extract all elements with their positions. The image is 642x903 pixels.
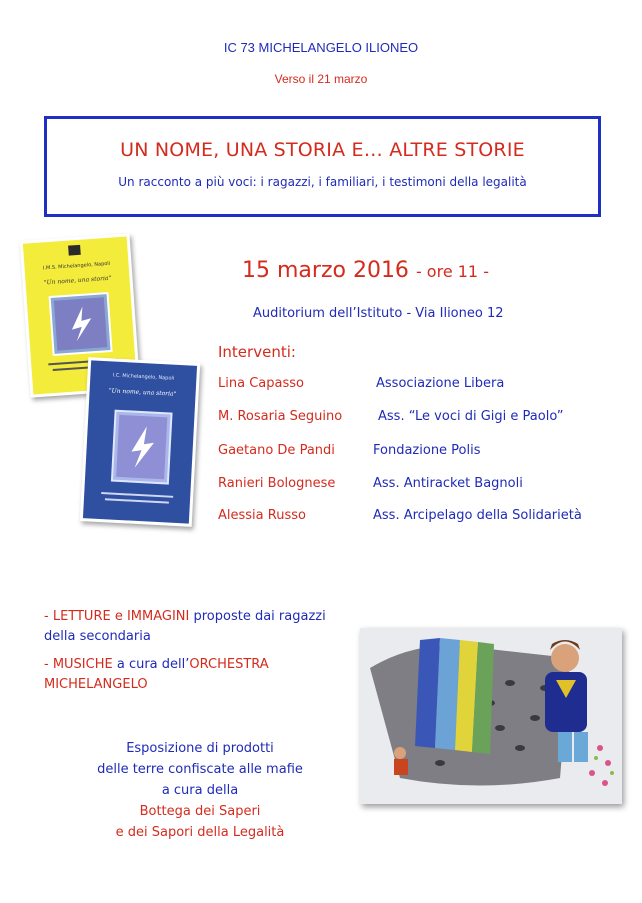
activity-orchestra: ORCHESTRA MICHELANGELO (44, 657, 269, 692)
blue-book-title: "Un nome, una storia" (108, 387, 177, 398)
activity-music (44, 655, 314, 695)
event-subtitle: Un racconto a più voci: i ragazzi, i familiari, i testimoni della legalità (118, 175, 527, 189)
activity-readings-text: proposte dai ragazzi della secondaria (44, 609, 326, 644)
speaker-name: Alessia Russo (218, 508, 306, 523)
event-venue: Auditorium dell’Istituto - Via Ilioneo 12 (253, 306, 504, 321)
yellow-book-title: "Un nome, una storia" (43, 274, 112, 287)
school-name: IC 73 MICHELANGELO ILIONEO (223, 40, 419, 55)
event-date (242, 258, 489, 283)
title-box (44, 116, 601, 217)
activity-readings (44, 607, 344, 647)
speaker-org: Fondazione Polis (373, 443, 481, 458)
speaker-name: Lina Capasso (218, 376, 304, 391)
expo-line: Esposizione di prodotti (126, 741, 274, 756)
speaker-org: Associazione Libera (376, 376, 505, 391)
yellow-book-header: I.M.S. Michelangelo, Napoli (42, 260, 111, 272)
speaker-org: Ass. “Le voci di Gigi e Paolo” (378, 409, 564, 424)
speaker-name: Gaetano De Pandi (218, 443, 335, 458)
activity-music-highlight: - MUSICHE (44, 657, 113, 672)
speaker-org: Ass. Antiracket Bagnoli (373, 476, 523, 491)
activity-music-text: a cura dell’ (112, 657, 190, 672)
activity-readings-highlight: - LETTURE e IMMAGINI (44, 609, 190, 624)
event-date-text: 15 marzo 2016 (242, 258, 409, 283)
expo-line: e dei Sapori della Legalità (115, 825, 285, 840)
event-time: - ore 11 - (415, 262, 489, 281)
activities-list (44, 607, 344, 695)
header-subtitle: Verso il 21 marzo (274, 72, 368, 86)
blue-book-header: I.C. Michelangelo, Napoli (112, 372, 175, 382)
student-painting (360, 628, 622, 804)
expo-line: Bottega dei Saperi (139, 804, 261, 819)
book-cover-blue-graphic (80, 357, 200, 527)
speaker-name: Ranieri Bolognese (218, 476, 336, 491)
speaker-name: M. Rosaria Seguino (218, 409, 343, 424)
speaker-org: Ass. Arcipelago della Solidarietà (373, 508, 582, 523)
expo-line: a cura della (161, 783, 239, 798)
speakers-heading: Interventi: (218, 343, 296, 361)
book-cover-blue (80, 357, 200, 527)
student-painting-graphic (360, 628, 622, 804)
exhibition-info (50, 738, 350, 843)
expo-line: delle terre confiscate alle mafie (97, 762, 303, 777)
event-title: UN NOME, UNA STORIA E… ALTRE STORIE (120, 139, 525, 161)
